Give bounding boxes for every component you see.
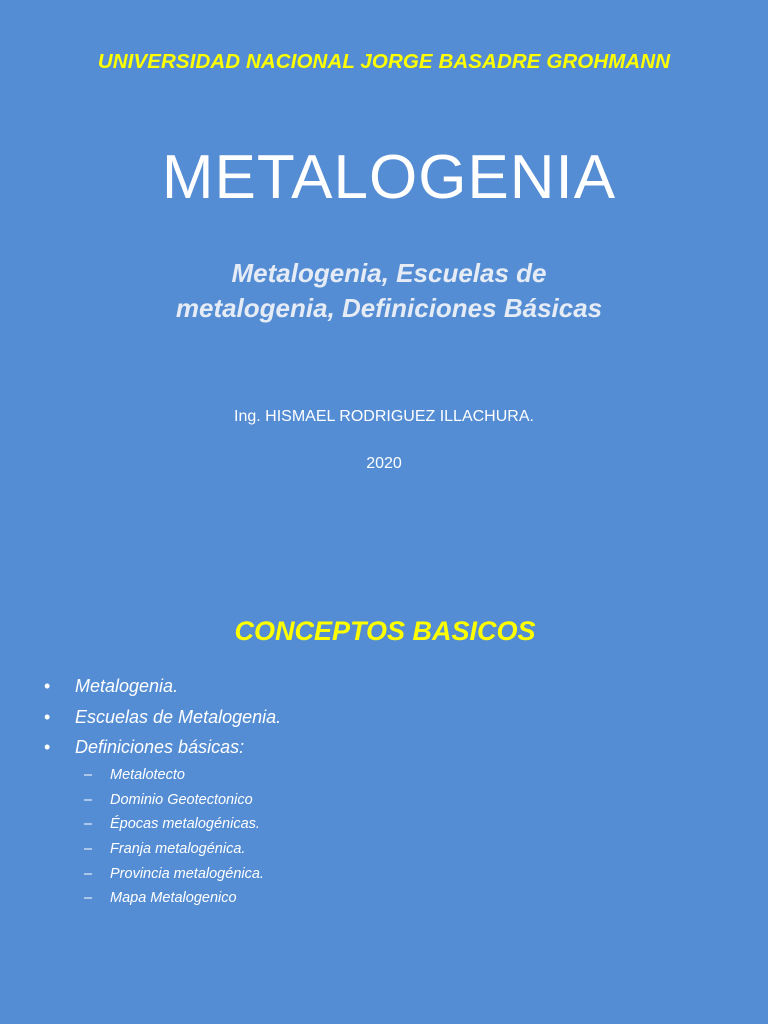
list-item [44, 674, 281, 705]
sub-list-item-label: Épocas metalogénicas. [110, 816, 260, 833]
sub-list-item [84, 814, 264, 839]
sub-list-item-label: Provincia metalogénica. [110, 865, 264, 882]
sub-list-item-label: Metalotecto [110, 767, 185, 783]
dash-icon: – [84, 791, 93, 808]
concepts-slide [0, 512, 768, 1024]
main-title: METALOGENIA [161, 143, 617, 212]
bullet-icon: • [44, 676, 51, 696]
subtitle-line-2: metalogenia, Definiciones Básicas [175, 293, 603, 323]
list-item-label: Definiciones básicas: [75, 737, 245, 757]
list-item [44, 735, 281, 766]
dash-icon: – [84, 890, 93, 907]
sub-list-item [84, 864, 264, 889]
subtitle-line-1: Metalogenia, Escuelas de [231, 258, 547, 288]
year: 2020 [366, 455, 402, 472]
author-name: Ing. HISMAEL RODRIGUEZ ILLACHURA. [234, 408, 534, 425]
subtitle [0, 256, 768, 326]
list-item-label: Metalogenia. [75, 676, 179, 696]
sub-list-item [84, 839, 264, 864]
concepts-title: CONCEPTOS BASICOS [234, 616, 536, 646]
sub-list-item-label: Dominio Geotectonico [110, 791, 253, 808]
sub-list [84, 765, 264, 913]
dash-icon: – [84, 841, 93, 858]
sub-list-item [84, 888, 264, 913]
dash-icon: – [84, 865, 93, 882]
bullet-icon: • [44, 706, 51, 727]
university-name: UNIVERSIDAD NACIONAL JORGE BASADRE GROHMANN [97, 50, 671, 73]
dash-icon: – [84, 816, 93, 833]
list-item [44, 705, 281, 736]
dash-icon: – [84, 767, 93, 783]
list-item-label: Escuelas de Metalogenia. [75, 706, 282, 727]
sub-list-item-label: Franja metalogénica. [110, 841, 246, 858]
sub-list-item [84, 765, 264, 790]
bullet-icon: • [44, 737, 51, 757]
sub-list-item-label: Mapa Metalogenico [110, 890, 237, 907]
bullet-list [44, 674, 281, 766]
sub-list-item [84, 790, 264, 815]
